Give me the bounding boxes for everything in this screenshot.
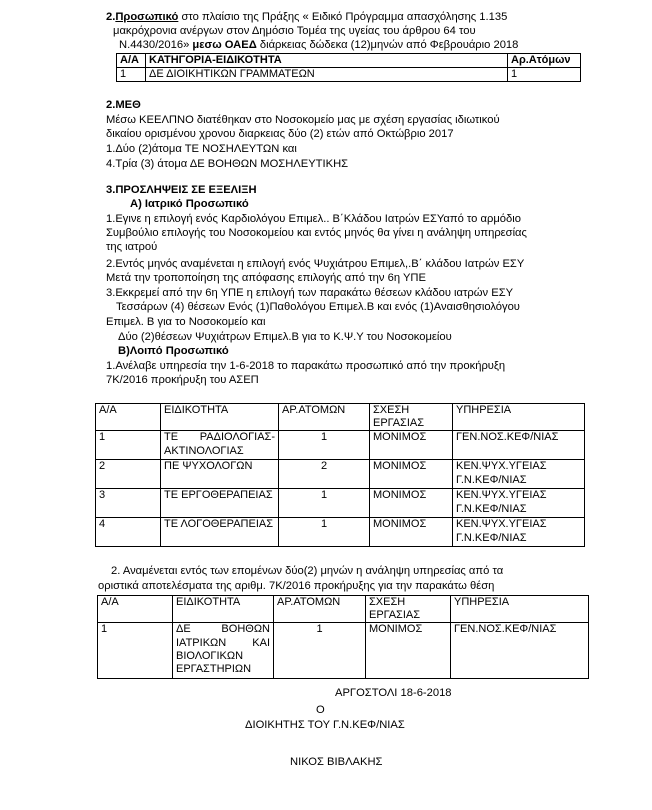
- cell-service: ΚΕΝ.ΨΥΧ.ΥΓΕΙΑΣ Γ.Ν.ΚΕΦ/ΝΙΑΣ: [453, 518, 585, 547]
- other-item-2-line-2: οριστικά αποτελέσματα της αριθμ. 7Κ/2016 προκήρυξης για την παρακάτω θέση: [98, 580, 495, 592]
- table-header-row: [96, 404, 585, 431]
- col-header-count: Αρ.Ατόμων: [508, 54, 581, 68]
- col-header-aa: Α/Α: [98, 596, 173, 623]
- col-header-count: ΑΡ.ΑΤΟΜΩΝ: [279, 404, 370, 431]
- cell-count: 1: [279, 489, 370, 518]
- medical-item-2-line-1: 2.Εντός μηνός αναμένεται η επιλογή ενός Ψυχιάτρου Επιμελ,.Β΄ κλάδου Ιατρών ΕΣΥ: [106, 258, 525, 270]
- col-header-aa: Α/Α: [117, 54, 146, 68]
- col-header-service: ΥΠΗΡΕΣΙΑ: [453, 404, 585, 431]
- oaed-label: μεσω ΟΑΕΔ: [192, 39, 257, 51]
- table-row: [96, 460, 585, 489]
- meth-item-2: 4.Τρία (3) άτομα ΔΕ ΒΟΗΘΩΝ ΜΟΣΗΛΕΥΤΙΚΗΣ: [106, 158, 349, 170]
- medical-item-1-line-3: της ιατρού: [106, 241, 158, 253]
- cell-service: ΓΕΝ.ΝΟΣ.ΚΕΦ/ΝΙΑΣ: [451, 623, 589, 679]
- cell-count: 1: [274, 623, 366, 679]
- cell-aa: 1: [117, 68, 146, 82]
- section-2-title: Προσωπικό: [115, 11, 179, 23]
- table-header-row: [117, 54, 581, 68]
- table-header-row: [98, 596, 589, 623]
- law-reference: Ν.4430/2016»: [119, 39, 193, 51]
- cell-count: 2: [279, 460, 370, 489]
- meth-heading: 2.ΜΕΘ: [106, 99, 141, 111]
- medical-item-3-line-3: Επιμελ. Β για το Νοσοκομείο και: [106, 316, 266, 328]
- section-2-heading: [106, 11, 507, 24]
- oaed-table: [116, 53, 581, 82]
- col-header-relation: ΣΧΕΣΗ ΕΡΓΑΣΙΑΣ: [366, 596, 451, 623]
- col-header-category: ΚΑΤΗΓΟΡΙΑ-ΕΙΔΙΚΟΤΗΤΑ: [146, 54, 508, 68]
- asep-hires-table: [95, 403, 585, 547]
- other-item-2-line-1: 2. Αναμένεται εντός των επομένων δύο(2) μηνών η ανάληψη υπηρεσίας από τα: [111, 565, 504, 577]
- col-header-aa: Α/Α: [96, 404, 161, 431]
- col-header-specialty: ΕΙΔΙΚΟΤΗΤΑ: [173, 596, 274, 623]
- medical-item-3-line-2: Τεσσάρων (4) θέσεων Ενός (1)Παθολόγου Επιμελ.Β και ενός (1)Αναισθησιολόγου: [116, 301, 520, 313]
- other-staff-heading: Β)Λοιπό Προσωπικό: [118, 345, 229, 357]
- cell-service: ΓΕΝ.ΝΟΣ.ΚΕΦ/ΝΙΑΣ: [453, 431, 585, 460]
- cell-relation: ΜΟΝΙΜΟΣ: [370, 460, 453, 489]
- cell-aa: 4: [96, 518, 161, 547]
- col-header-relation: ΣΧΕΣΗ ΕΡΓΑΣΙΑΣ: [370, 404, 453, 431]
- table-row: [98, 623, 589, 679]
- cell-aa: 1: [96, 431, 161, 460]
- table-row: [117, 68, 581, 82]
- cell-service: ΚΕΝ.ΨΥΧ.ΥΓΕΙΑΣ Γ.Ν.ΚΕΦ/ΝΙΑΣ: [453, 489, 585, 518]
- duration-text: διάρκειας δώδεκα (12)μηνών από Φεβρουάριο 2018: [256, 39, 519, 51]
- section-2-heading-text: στο πλαίσιο της Πράξης « Ειδικό Πρόγραμμα απασχόλησης 1.135: [178, 11, 508, 23]
- medical-item-1-line-1: 1.Εγινε η επιλογή ενός Καρδιολόγου Επιμελ.. Β΄Κλάδου Ιατρών ΕΣΥαπό το αρμόδιο: [106, 213, 521, 225]
- other-item-1-line-1: 1.Ανέλαβε υπηρεσία την 1-6-2018 το παρακάτω προσωπικό από την προκήρυξη: [106, 360, 506, 372]
- meth-paragraph-2: δικαίου ορισμένου χρονου διαρκειας δύο (2) ετών από Οκτώβριο 2017: [106, 128, 454, 140]
- cell-aa: 2: [96, 460, 161, 489]
- meth-item-1: 1.Δύο (2)άτομα ΤΕ ΝΟΣΗΛΕΥΤΩΝ και: [106, 143, 297, 155]
- cell-aa: 1: [98, 623, 173, 679]
- cell-aa: 3: [96, 489, 161, 518]
- medical-item-3-line-1: 3.Εκκρεμεί από την 6η ΥΠΕ η επιλογή των παρακάτω θέσεων κλάδου ιατρών ΕΣΥ: [106, 287, 514, 299]
- pending-hire-table: [97, 595, 589, 679]
- cell-relation: ΜΟΝΙΜΟΣ: [370, 518, 453, 547]
- cell-relation: ΜΟΝΙΜΟΣ: [370, 431, 453, 460]
- signatory-name: ΝΙΚΟΣ ΒΙΒΛΑΚΗΣ: [290, 756, 383, 768]
- medical-item-3-line-4: Δύο (2)θέσεων Ψυχιάτρων Επιμελ.Β για το Κ.Ψ.Υ του Νοσοκομείου: [118, 331, 452, 343]
- section-2-line-3: [119, 39, 518, 52]
- col-header-count: ΑΡ.ΑΤΟΜΩΝ: [274, 596, 366, 623]
- cell-specialty: ΔΕ ΒΟΗΘΩΝ ΙΑΤΡΙΚΩΝ ΚΑΙ ΒΙΟΛΟΓΙΚΩΝ ΕΡΓΑΣΤΗΡΙΩΝ: [173, 623, 274, 679]
- section-3-heading: 3.ΠΡΟΣΛΗΨΕΙΣ ΣΕ ΕΞΕΛΙΞΗ: [106, 184, 257, 196]
- place-date: ΑΡΓΟΣΤΟΛΙ 18-6-2018: [335, 687, 452, 699]
- col-header-service: ΥΠΗΡΕΣΙΑ: [451, 596, 589, 623]
- cell-count: 1: [279, 431, 370, 460]
- section-2-line-2: μακρόχρονια ανέργων στον Δημόσιο Τομέα της υγείας του άρθρου 64 του: [113, 25, 476, 37]
- cell-relation: ΜΟΝΙΜΟΣ: [366, 623, 451, 679]
- cell-specialty: ΤΕ ΕΡΓΟΘΕΡΑΠΕΙΑΣ: [161, 489, 279, 518]
- cell-specialty: ΠΕ ΨΥΧΟΛΟΓΩΝ: [161, 460, 279, 489]
- signatory-title: ΔΙΟΙΚΗΤΗΣ ΤΟΥ Γ.Ν.ΚΕΦ/ΝΙΑΣ: [245, 719, 405, 731]
- medical-item-2-line-2: Μετά την τροποποίηση της απόφασης επιλογής από την 6η ΥΠΕ: [106, 272, 426, 284]
- col-header-specialty: ΕΙΔΙΚΟΤΗΤΑ: [161, 404, 279, 431]
- cell-count: 1: [508, 68, 581, 82]
- table-row: [96, 489, 585, 518]
- section-2-number: 2.: [106, 11, 116, 23]
- signature-article: Ο: [316, 704, 325, 716]
- table-row: [96, 518, 585, 547]
- cell-count: 1: [279, 518, 370, 547]
- meth-paragraph-1: Μέσω ΚΕΕΛΠΝΟ διατέθηκαν στο Νοσοκομείο μας με σχέση εργασίας ιδιωτικού: [106, 114, 500, 126]
- cell-specialty: ΤΕ ΡΑΔΙΟΛΟΓΙΑΣ-ΑΚΤΙΝΟΛΟΓΙΑΣ: [161, 431, 279, 460]
- cell-specialty: ΤΕ ΛΟΓΟΘΕΡΑΠΕΙΑΣ: [161, 518, 279, 547]
- table-row: [96, 431, 585, 460]
- medical-item-1-line-2: Συμβούλιο επιλογής του Νοσοκομείου και εντός μηνός θα γίνει η ανάληψη υπηρεσίας: [106, 227, 527, 239]
- medical-staff-heading: Α) Ιατρικό Προσωπικό: [130, 198, 249, 210]
- cell-relation: ΜΟΝΙΜΟΣ: [370, 489, 453, 518]
- cell-service: ΚΕΝ.ΨΥΧ.ΥΓΕΙΑΣ Γ.Ν.ΚΕΦ/ΝΙΑΣ: [453, 460, 585, 489]
- other-item-1-line-2: 7Κ/2016 προκήρυξη του ΑΣΕΠ: [106, 374, 259, 386]
- cell-category: ΔΕ ΔΙΟΙΚΗΤΙΚΩΝ ΓΡΑΜΜΑΤΕΩΝ: [146, 68, 508, 82]
